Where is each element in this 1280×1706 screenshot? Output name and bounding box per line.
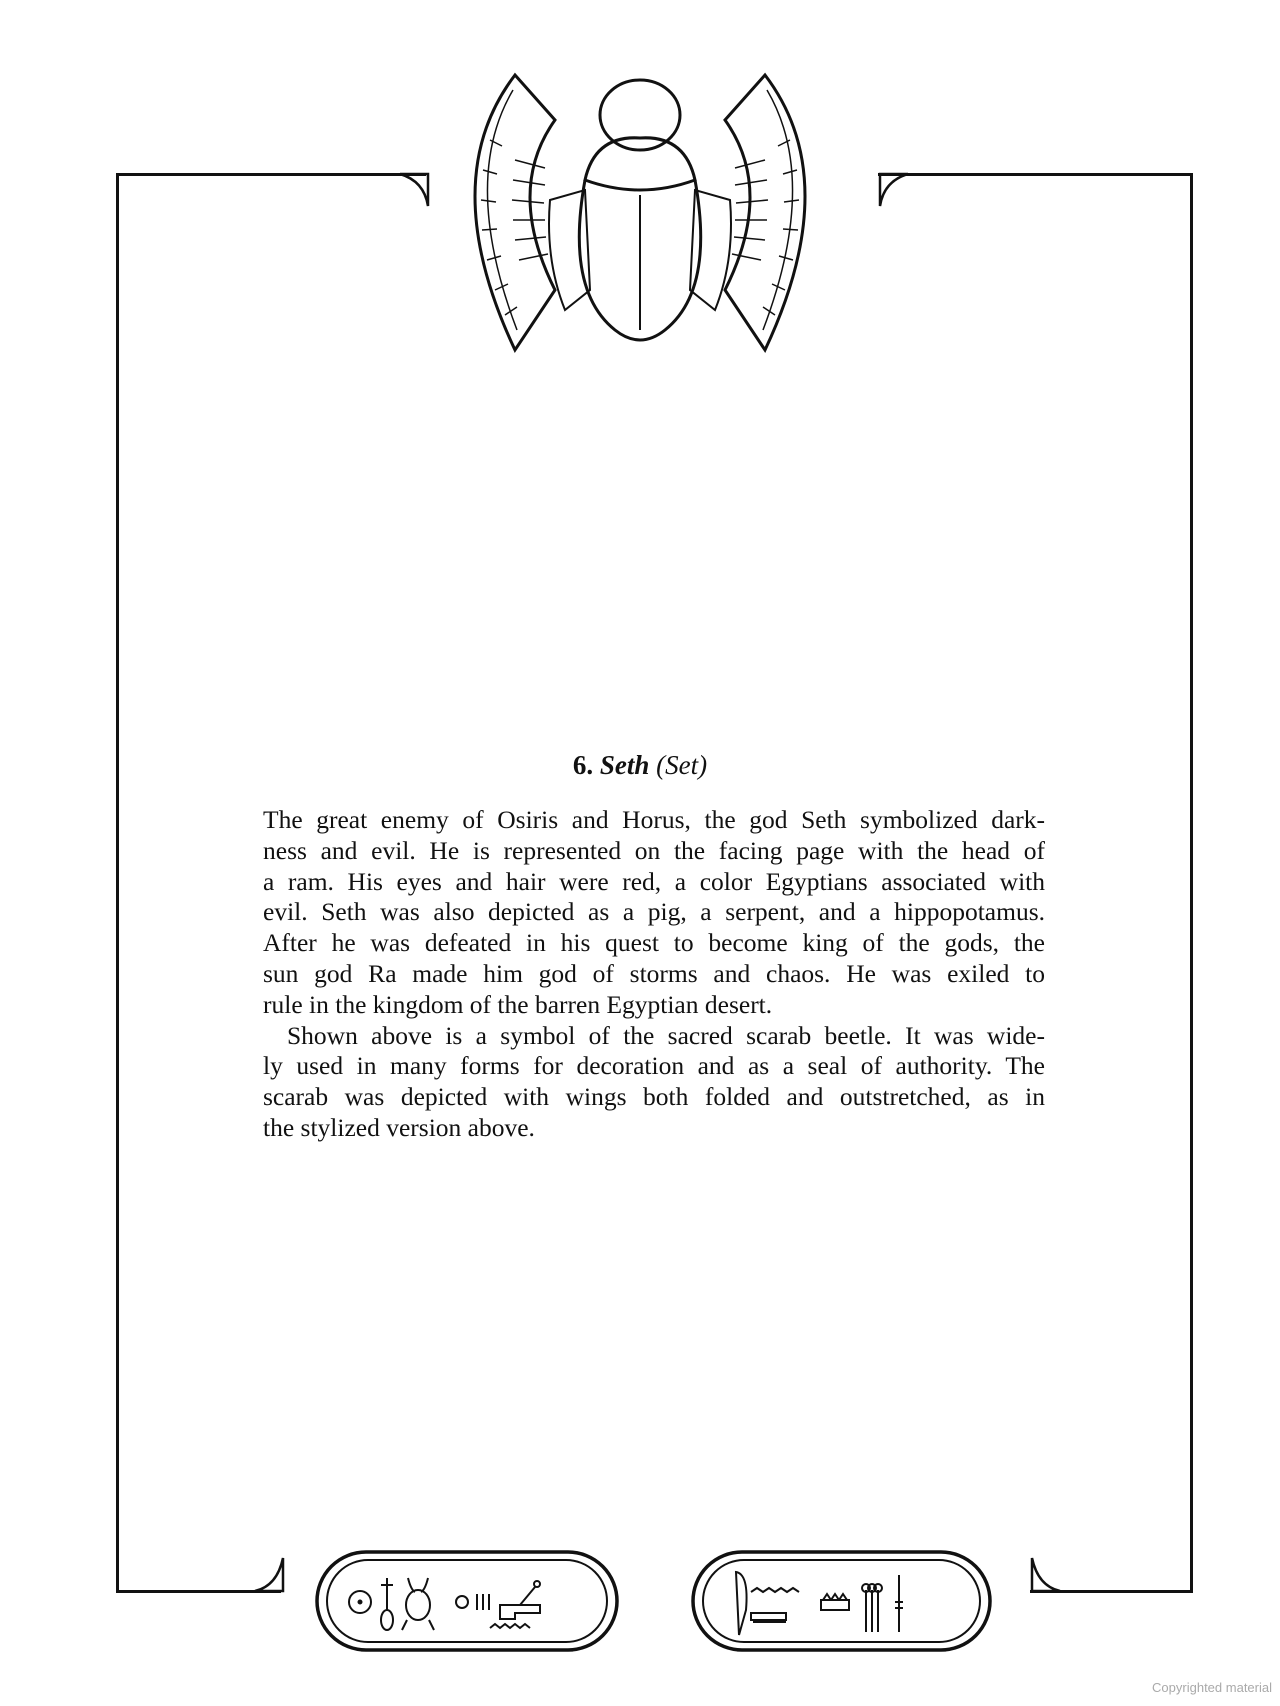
- corner-flourish-top-left: [400, 173, 430, 207]
- section-heading: [0, 750, 1280, 781]
- frame-left-border: [116, 173, 119, 1591]
- body-line: the stylized version above.: [263, 1112, 535, 1142]
- winged-scarab-illustration: [455, 60, 825, 360]
- heading-number: 6.: [572, 750, 594, 780]
- body-line: Shown above is a symbol of the sacred scarab beetle. It was wide-: [287, 1020, 1045, 1050]
- body-line: evil. Seth was also depicted as a pig, a serpent, and a hippopotamus.: [263, 897, 1045, 927]
- corner-flourish-bottom-right: [1030, 1558, 1060, 1592]
- frame-right-border: [1190, 173, 1193, 1591]
- frame-top-right-border: [878, 173, 1193, 176]
- body-line: a ram. His eyes and hair were red, a color Egyptians associated with: [263, 866, 1045, 896]
- body-line: ly used in many forms for decoration and as a seal of authority. The: [263, 1051, 1045, 1081]
- body-line: ness and evil. He is represented on the facing page with the head of: [263, 835, 1045, 865]
- body-line: The great enemy of Osiris and Horus, the god Seth symbolized dark-: [263, 805, 1045, 834]
- body-line: rule in the kingdom of the barren Egyptian desert.: [263, 989, 773, 1019]
- heading-name: Seth: [599, 750, 650, 780]
- body-line: scarab was depicted with wings both folded and outstretched, as in: [263, 1082, 1045, 1112]
- corner-flourish-top-right: [878, 173, 908, 207]
- body-line: sun god Ra made him god of storms and chaos. He was exiled to: [263, 958, 1045, 988]
- cartouche-left: [315, 1550, 620, 1652]
- body-line: After he was defeated in his quest to become king of the gods, the: [263, 928, 1045, 958]
- body-text: [263, 805, 1045, 1144]
- corner-flourish-bottom-left: [255, 1558, 285, 1592]
- cartouche-right: [691, 1550, 993, 1652]
- heading-alt-name: (Set): [656, 750, 708, 780]
- copyright-notice: Copyrighted material: [1152, 1680, 1272, 1695]
- frame-top-left-border: [116, 173, 426, 176]
